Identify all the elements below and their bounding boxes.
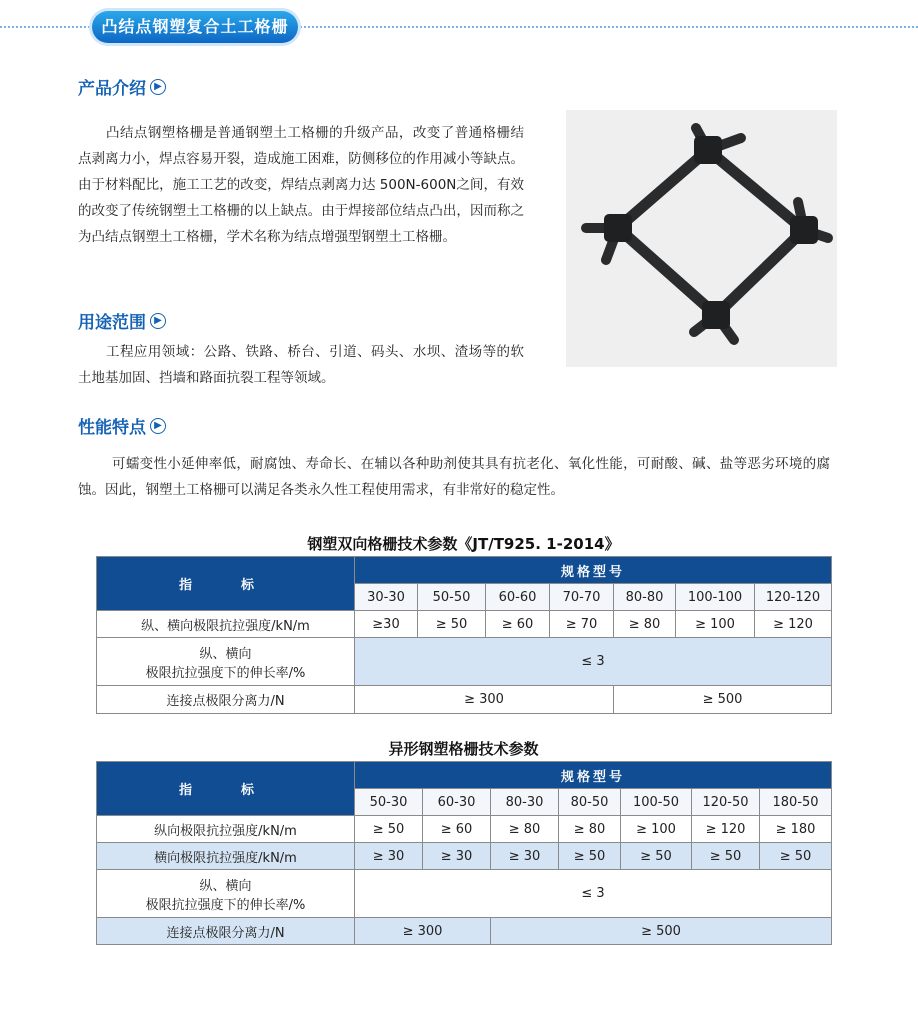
arrow-right-icon: ▶ — [150, 79, 166, 95]
table1-column-header: 30-30 — [355, 584, 418, 611]
table1-cell: ≥ 100 — [676, 611, 755, 638]
table1-cell: ≥ 120 — [755, 611, 832, 638]
table2-cell: ≥ 30 — [491, 843, 559, 870]
table2-column-header: 120-50 — [692, 789, 760, 816]
table2-cell: ≥ 120 — [692, 816, 760, 843]
table2-cell: ≥ 50 — [692, 843, 760, 870]
table1-title: 钢塑双向格栅技术参数《JT/T925. 1-2014》 — [307, 535, 620, 553]
table1-column-header: 70-70 — [550, 584, 614, 611]
page-title: 凸结点钢塑复合土工格栅 — [92, 11, 298, 43]
table1-peel-left: ≥ 300 — [355, 686, 614, 714]
table1-cell: ≥30 — [355, 611, 418, 638]
table1-cell: ≥ 60 — [486, 611, 550, 638]
table1-column-header: 50-50 — [418, 584, 486, 611]
table2-peel-left: ≥ 300 — [355, 918, 491, 945]
table2-column-header: 100-50 — [621, 789, 692, 816]
table2-cell: ≥ 80 — [491, 816, 559, 843]
geogrid-illustration — [566, 110, 837, 367]
table1-column-header: 120-120 — [755, 584, 832, 611]
arrow-right-icon: ▶ — [150, 418, 166, 434]
table2-cell: ≥ 30 — [355, 843, 423, 870]
table2-column-header: 80-50 — [559, 789, 621, 816]
table1-peel-right: ≥ 500 — [614, 686, 832, 714]
intro-heading-text: 产品介绍 — [78, 79, 146, 99]
section-heading-features — [78, 413, 166, 438]
section-heading-intro — [78, 74, 166, 99]
features-paragraph: 可蠕变性小延伸率低，耐腐蚀、寿命长、在辅以各种助剂使其具有抗老化、氧化性能，可耐酸、碱、盐等恶劣环境的腐蚀。因此，钢塑土工格栅可以满足各类永久性工程使用需求，有非常好的稳定性。 — [78, 456, 830, 498]
table2-elong-value: ≤ 3 — [355, 870, 832, 918]
table1-spec-header: 规格型号 — [355, 557, 832, 584]
table2-row-label: 横向极限抗拉强度/kN/m — [97, 843, 355, 870]
intro-paragraph: 凸结点钢塑格栅是普通钢塑土工格栅的升级产品，改变了普通格栅结点剥离力小，焊点容易开裂，造成施工困难，防侧移位的作用减小等缺点。由于材料配比，施工工艺的改变，焊结点剥离力达 500N-600N之间，有效的改变了传统钢塑土工格栅的以上缺点。由于焊接部位结点凸出，因而称之为凸结点钢塑土工格栅，学术名称为结点增强型钢塑土工格栅。 — [78, 125, 524, 245]
table2-spec-header: 规格型号 — [355, 762, 832, 789]
table1 — [96, 556, 832, 714]
table1-cell: ≥ 80 — [614, 611, 676, 638]
table1-cell: ≥ 70 — [550, 611, 614, 638]
usage-paragraph: 工程应用领域：公路、铁路、桥台、引道、码头、水坝、渣场等的软土地基加固、挡墙和路面抗裂工程等领域。 — [78, 344, 524, 386]
table1-peel-label: 连接点极限分离力/N — [97, 686, 355, 714]
table2-row-label: 纵向极限抗拉强度/kN/m — [97, 816, 355, 843]
usage-heading-text: 用途范围 — [78, 313, 146, 333]
table1-index-header: 指 标 — [97, 557, 355, 611]
table2-cell: ≥ 50 — [559, 843, 621, 870]
table2-cell: ≥ 50 — [760, 843, 832, 870]
table2-column-header: 50-30 — [355, 789, 423, 816]
table2-peel-right: ≥ 500 — [491, 918, 832, 945]
table1-row-label: 纵、横向极限抗拉强度/kN/m — [97, 611, 355, 638]
table2-cell: ≥ 60 — [423, 816, 491, 843]
table2-column-header: 80-30 — [491, 789, 559, 816]
table1-column-header: 60-60 — [486, 584, 550, 611]
table2-peel-label: 连接点极限分离力/N — [97, 918, 355, 945]
table2 — [96, 761, 832, 945]
arrow-right-icon: ▶ — [150, 313, 166, 329]
table2-title: 异形钢塑格栅技术参数 — [388, 740, 539, 758]
table2-column-header: 60-30 — [423, 789, 491, 816]
table1-elong-label: 纵、横向 极限抗拉强度下的伸长率/% — [97, 638, 355, 686]
table1-column-header: 80-80 — [614, 584, 676, 611]
table1-elong-value: ≤ 3 — [355, 638, 832, 686]
table2-cell: ≥ 50 — [621, 843, 692, 870]
table2-cell: ≥ 100 — [621, 816, 692, 843]
table2-column-header: 180-50 — [760, 789, 832, 816]
product-image — [566, 110, 837, 367]
table2-cell: ≥ 30 — [423, 843, 491, 870]
table2-cell: ≥ 80 — [559, 816, 621, 843]
table1-column-header: 100-100 — [676, 584, 755, 611]
features-heading-text: 性能特点 — [78, 418, 146, 438]
table2-cell: ≥ 180 — [760, 816, 832, 843]
section-heading-usage — [78, 308, 166, 333]
table2-elong-label: 纵、横向 极限抗拉强度下的伸长率/% — [97, 870, 355, 918]
table1-cell: ≥ 50 — [418, 611, 486, 638]
table2-index-header: 指 标 — [97, 762, 355, 816]
table2-cell: ≥ 50 — [355, 816, 423, 843]
